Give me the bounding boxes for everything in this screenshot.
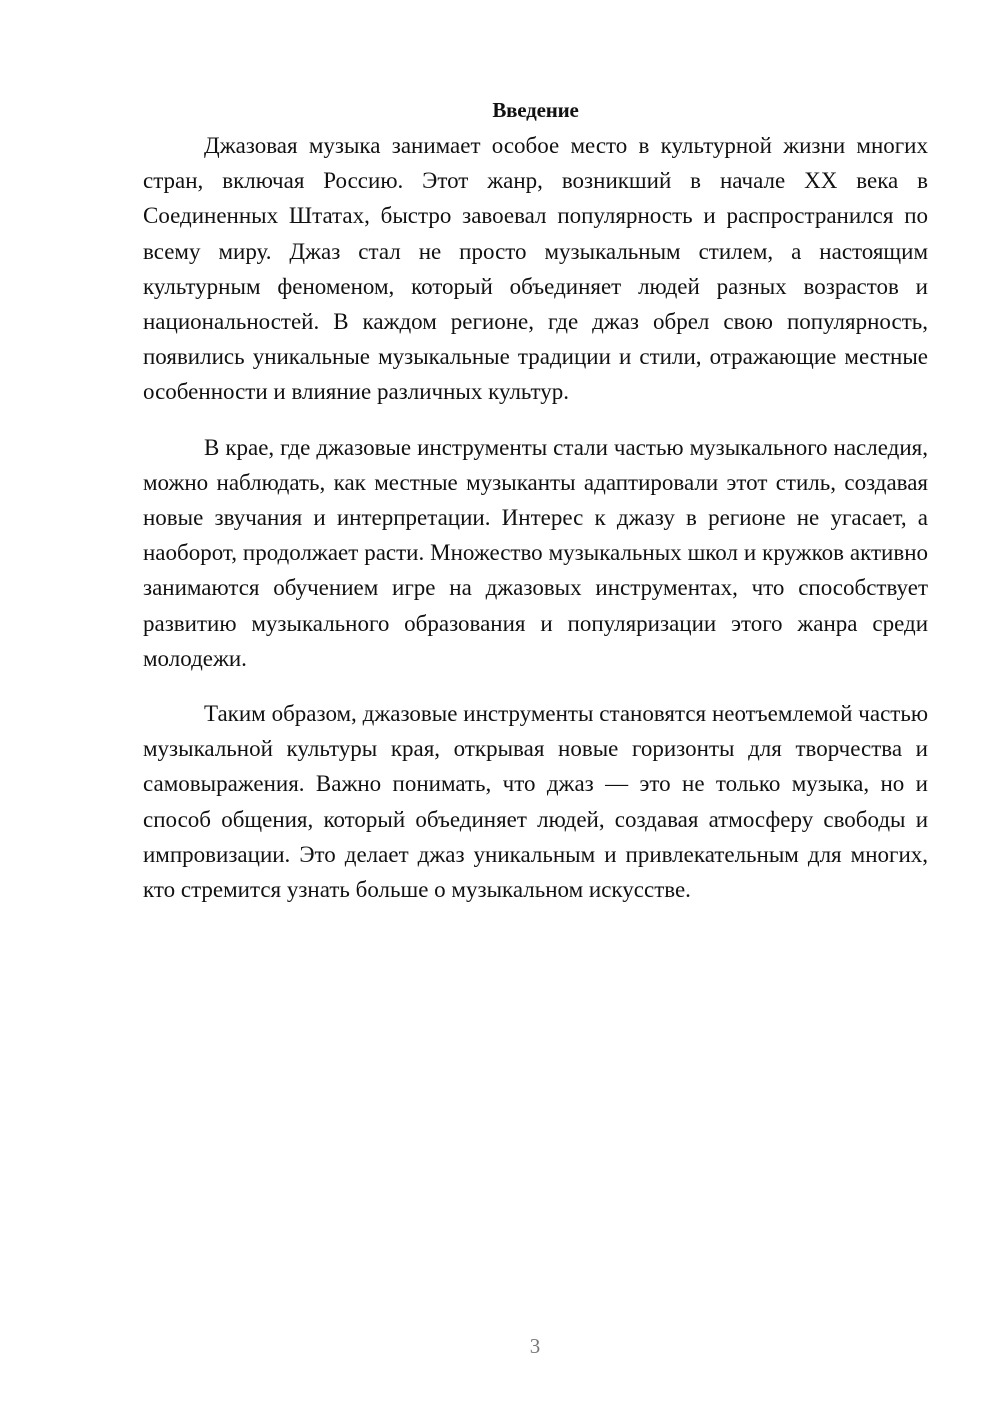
paragraph-1: Джазовая музыка занимает особое место в культурной жизни многих стран, включая Россию. Этот жанр, возникший в начале XX века в Соединенных Штатах, быстро завоевал популярность и распространился по всему миру. Джаз стал не просто музыкальным стилем, а настоящим культурным феноменом, который объединяет людей разных возрастов и национальностей. В каждом регионе, где джаз обрел свою популярность, появились уникальные музыкальные традиции и стили, отражающие местные особенности и влияние различных культур.	[143, 133, 928, 405]
page-title: Введение	[492, 98, 579, 122]
document-body	[143, 93, 928, 907]
paragraph-2: В крае, где джазовые инструменты стали частью музыкального наследия, можно наблюдать, как местные музыканты адаптировали этот стиль, создавая новые звучания и интерпретации. Интерес к джазу в регионе не угасает, а наоборот, продолжает расти. Множество музыкальных школ и кружков активно занимаются обучением игре на джазовых инструментах, что способствует развитию музыкального образования и популяризации этого жанра среди молодежи.	[143, 434, 928, 671]
paragraph-3: Таким образом, джазовые инструменты становятся неотъемлемой частью музыкальной культуры края, открывая новые горизонты для творчества и самовыражения. Важно понимать, что джаз — это не только музыка, но и способ общения, который объединяет людей, создавая атмосферу свободы и импровизации. Это делает джаз уникальным и привлекательным для многих, кто стремится узнать больше о музыкальном искусстве.	[143, 701, 928, 903]
page-number: 3	[529, 1334, 541, 1358]
